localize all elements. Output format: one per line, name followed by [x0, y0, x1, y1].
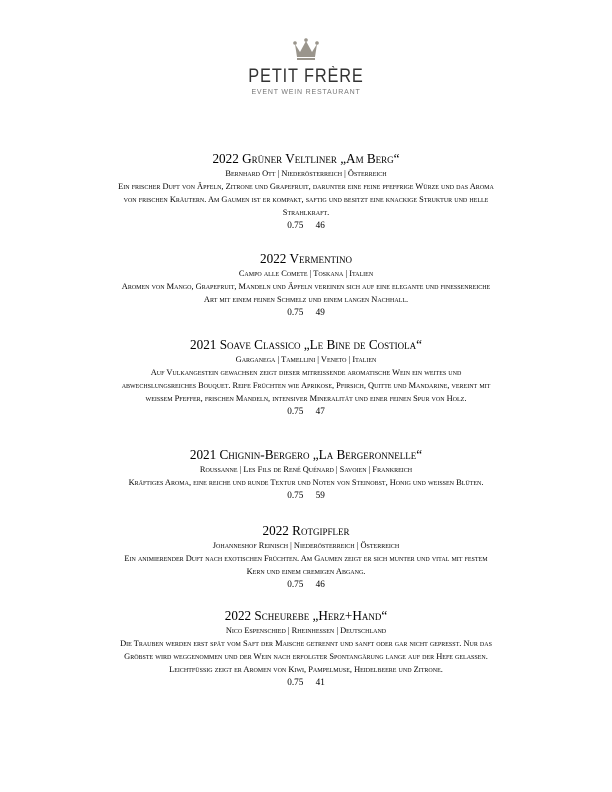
wine-entry — [116, 446, 496, 502]
wine-price-line — [116, 306, 496, 319]
wine-price: 46 — [315, 220, 325, 230]
wine-volume: 0.75 — [287, 579, 304, 589]
wine-volume: 0.75 — [287, 220, 304, 230]
wine-description: Kräftiges Aroma, eine reiche und runde Textur und Noten von Steinobst, Honig und weißen Blüten. — [128, 478, 484, 487]
wine-title: 2022 Grüner Veltliner „Am Berg“ — [212, 151, 400, 166]
brand-name: PETIT FRÈRE — [248, 66, 364, 87]
wine-title: 2022 Scheurebe „Herz+Hand“ — [224, 608, 388, 623]
wine-producer: Johanneshof Reinisch | Niederösterreich | Österreich — [212, 541, 400, 550]
wine-description: Ein frischer Duft von Äpfeln, Zitrone und Grapefruit, darunter eine feine pfeffrige Würze und das Aroma von frischen Kräutern. Am Gaumen ist er kompakt, saftig und besitzt eine knackige Struktur und helle Strahlkraft. — [118, 182, 494, 217]
wine-price: 49 — [315, 307, 325, 317]
wine-producer: Nico Espenschied | Rheinhessen | Deutschland — [225, 626, 387, 635]
wine-producer: Campo alle Comete | Toskana | Italien — [238, 269, 374, 278]
wine-entry — [116, 607, 496, 689]
wine-description: Ein animierender Duft nach exotischen Früchten. Am Gaumen zeigt er sich munter und vital mit festem Kern und einem cremigen Abgang. — [124, 554, 488, 576]
wine-producer: Roussanne | Les Fils de René Quénard | Savoien | Frankreich — [199, 465, 413, 474]
wine-price: 41 — [315, 677, 325, 687]
logo — [0, 38, 612, 98]
wine-volume: 0.75 — [287, 677, 304, 687]
wine-price: 46 — [315, 579, 325, 589]
wine-description: Die Trauben werden erst spät vom Saft der Maische getrennt und sanft oder gar nicht gepresst. Nur das Gröbste wird weggenommen und der Wein nach erfolgter Spontangärung lange auf der Hefe gelassen. Leichtfüßig zeigt er Aromen von Kiwi, Pampelmuse, Heidelbeere und Zitrone. — [120, 639, 492, 674]
wine-producer: Garganega | Tamellini | Veneto | Italien — [235, 355, 377, 364]
wine-entry — [116, 522, 496, 591]
wine-title: 2021 Chignin-Bergero „La Bergeronnelle“ — [189, 447, 423, 462]
wine-price-line — [116, 405, 496, 418]
wine-price-line — [116, 578, 496, 591]
wine-price-line — [116, 489, 496, 502]
wine-producer: Bernhard Ott | Niederösterreich | Österreich — [225, 169, 387, 178]
crown-icon — [293, 38, 319, 60]
brand-tagline: EVENT WEIN RESTAURANT — [251, 89, 361, 96]
wine-title: 2022 Vermentino — [260, 251, 352, 266]
wine-entry — [116, 150, 496, 232]
wine-title: 2022 Rotgipfler — [262, 523, 350, 538]
wine-description: Auf Vulkangestein gewachsen zeigt dieser mitreißende aromatische Wein ein weites und abwechslungsreiches Bouquet. Reife Früchten wie Aprikose, Pfirsich, Quitte und Mandarine, vereint mit weißem Pfeffer, frischen Mandeln, intensiver Mineralität und einer feinen Spur von Holz. — [121, 368, 491, 403]
wine-entry — [116, 250, 496, 319]
wine-price-line — [116, 676, 496, 689]
wine-price: 59 — [315, 490, 325, 500]
wine-volume: 0.75 — [287, 490, 304, 500]
wine-volume: 0.75 — [287, 406, 304, 416]
wine-price: 47 — [315, 406, 325, 416]
wine-price-line — [116, 219, 496, 232]
wine-title: 2021 Soave Classico „Le Bine de Costiola“ — [190, 337, 422, 352]
wine-entry — [116, 336, 496, 418]
wine-volume: 0.75 — [287, 307, 304, 317]
wine-description: Aromen von Mango, Grapefruit, Mandeln und Äpfeln vereinen sich auf eine elegante und finessenreiche Art mit einem feinen Schmelz und einem langen Nachhall. — [121, 282, 491, 304]
